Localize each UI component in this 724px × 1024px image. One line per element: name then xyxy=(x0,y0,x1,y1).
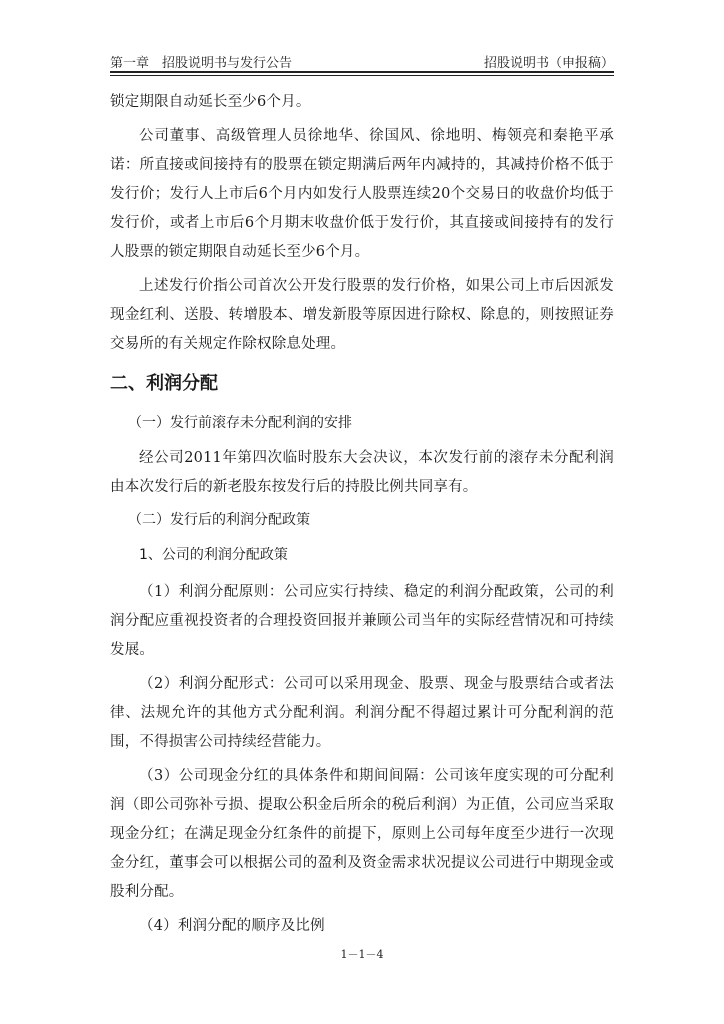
header-document-title: 招股说明书（申报稿） xyxy=(483,56,614,71)
paragraph-cash-dividend-conditions: （3）公司现金分红的具体条件和期间间隔：公司该年度实现的可分配利润（即公司弥补亏损、提取公积金后所余的税后利润）为正值，公司应当采取现金分红；在满足现金分红条件的前提下，原则上公司每年度至少进行一次现金分红，董事会可以根据公司的盈利及资金需求状况提议公司进行中期现金或股利分配。 xyxy=(110,768,614,900)
paragraph-lockup-continued: 锁定期限自动延长至少6个月。 xyxy=(110,94,311,110)
paragraph-director-commitment: 公司董事、高级管理人员徐地华、徐国风、徐地明、梅领亮和秦艳平承诺：所直接或间接持有的股票在锁定期满后两年内减持的，其减持价格不低于发行价；发行人上市后6个月内如发行人股票连续20个交易日的收盘价均低于发行价，或者上市后6个月期末收盘价低于发行价，其直接或间接持有的发行人股票的锁定期限自动延长至少6个月。 xyxy=(110,128,614,260)
paragraph-distribution-order: （4）利润分配的顺序及比例 xyxy=(139,918,325,934)
header-chapter-title: 第一章 招股说明书与发行公告 xyxy=(110,56,293,71)
header-rule-thin xyxy=(110,75,614,76)
section-heading-profit-distribution: 二、利润分配 xyxy=(110,373,218,394)
paragraph-distribution-form: （2）利润分配形式：公司可以采用现金、股票、现金与股票结合或者法律、法规允许的其他方式分配利润。利润分配不得超过累计可分配利润的范围，不得损害公司持续经营能力。 xyxy=(110,676,614,750)
subheading-retained-profit: （一）发行前滚存未分配利润的安排 xyxy=(128,415,352,431)
paragraph-distribution-principle: （1）利润分配原则：公司应实行持续、稳定的利润分配政策，公司的利润分配应重视投资者的合理投资回报并兼顾公司当年的实际经营情况和可持续发展。 xyxy=(110,584,614,658)
paragraph-retained-profit: 经公司2011年第四次临时股东大会决议，本次发行前的滚存未分配利润由本次发行后的新老股东按发行后的持股比例共同享有。 xyxy=(110,450,614,495)
paragraph-issue-price-definition: 上述发行价指公司首次公开发行股票的发行价格，如果公司上市后因派发现金红利、送股、转增股本、增发新股等原因进行除权、除息的，则按照证券交易所的有关规定作除权除息处理。 xyxy=(110,278,614,352)
page-number: 1－1－4 xyxy=(340,948,384,961)
page-body xyxy=(110,88,614,941)
subheading-post-issue-policy: （二）发行后的利润分配政策 xyxy=(128,512,310,528)
running-header xyxy=(110,50,614,72)
item-heading-distribution-policy: 1、公司的利润分配政策 xyxy=(139,547,288,563)
header-rule-thick xyxy=(110,71,614,73)
